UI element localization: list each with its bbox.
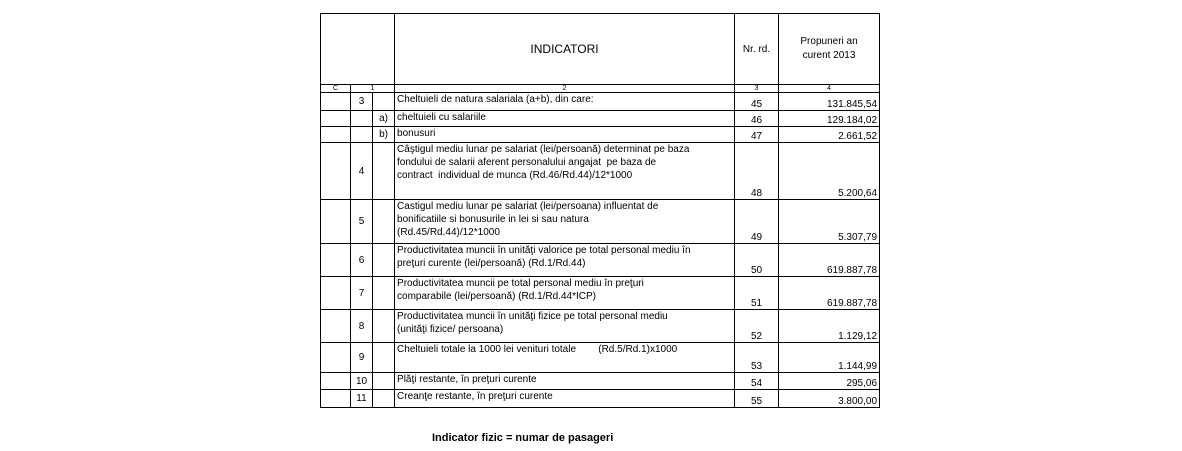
row-nr-rd: 47 (735, 127, 779, 143)
col-c-cell (321, 93, 351, 111)
indicator-line: (unităţi fizice/ persoana) (397, 324, 504, 335)
table-row (321, 200, 880, 244)
indicator-line: Plăţi restante, în preţuri curente (397, 374, 537, 385)
row-number: 5 (351, 200, 373, 244)
row-subletter (373, 373, 395, 390)
table-row (321, 390, 880, 408)
row-value: 5.200,64 (779, 143, 880, 200)
header-propuneri (779, 14, 880, 85)
colnum-2: 2 (395, 85, 735, 93)
table-row (321, 127, 880, 143)
row-value: 619.887,78 (779, 277, 880, 310)
indicator-line: Cheltuieli totale la 1000 lei venituri totale (Rd.5/Rd.1)x1000 (397, 344, 678, 355)
indicator-text (395, 200, 735, 244)
row-value: 619.887,78 (779, 244, 880, 277)
row-subletter (373, 93, 395, 111)
table-row (321, 143, 880, 200)
row-nr-rd: 52 (735, 310, 779, 343)
header-nr-rd: Nr. rd. (735, 14, 779, 85)
indicator-line: bonusuri (397, 128, 436, 139)
indicator-line: cheltuieli cu salariile (397, 112, 486, 123)
indicator-text (395, 310, 735, 343)
indicators-table (320, 13, 880, 408)
row-subletter (373, 277, 395, 310)
row-number: 3 (351, 93, 373, 111)
indicator-text (395, 390, 735, 408)
row-value: 1.129,12 (779, 310, 880, 343)
header-blank-cell (321, 14, 395, 85)
col-c-cell (321, 143, 351, 200)
colnum-3: 3 (735, 85, 779, 93)
row-number: 7 (351, 277, 373, 310)
col-c-cell (321, 127, 351, 143)
row-value: 1.144,99 (779, 343, 880, 373)
table-row (321, 111, 880, 127)
indicator-line: Castigul mediu lunar pe salariat (lei/persoana) influentat de (397, 201, 659, 212)
header-indicatori: INDICATORI (395, 14, 735, 85)
indicator-line: Câştigul mediu lunar pe salariat (lei/persoană) determinat pe baza (397, 144, 690, 155)
row-number: 4 (351, 143, 373, 200)
indicator-text (395, 143, 735, 200)
row-subletter: b) (373, 127, 395, 143)
indicator-line: (Rd.45/Rd.44)/12*1000 (397, 227, 500, 238)
indicator-text (395, 111, 735, 127)
row-nr-rd: 49 (735, 200, 779, 244)
row-subletter (373, 200, 395, 244)
col-c-cell (321, 277, 351, 310)
col-c-cell (321, 390, 351, 408)
indicator-line: Cheltuieli de natura salariala (a+b), din care: (397, 94, 594, 105)
indicator-text (395, 244, 735, 277)
col-c-cell (321, 373, 351, 390)
indicator-line: bonificatiile si bonusurile in lei si sau natura (397, 214, 589, 225)
table-row (321, 343, 880, 373)
row-number: 10 (351, 373, 373, 390)
row-value: 2.661,52 (779, 127, 880, 143)
row-nr-rd: 55 (735, 390, 779, 408)
header-row (321, 14, 880, 85)
header-propuneri-line1: Propuneri an (800, 36, 858, 47)
colnum-c: C (321, 85, 351, 93)
indicator-text (395, 277, 735, 310)
col-c-cell (321, 200, 351, 244)
row-nr-rd: 50 (735, 244, 779, 277)
table-row (321, 373, 880, 390)
column-number-row (321, 85, 880, 93)
table-row (321, 310, 880, 343)
colnum-1: 1 (351, 85, 395, 93)
row-value: 129.184,02 (779, 111, 880, 127)
table-row (321, 93, 880, 111)
row-value: 295,06 (779, 373, 880, 390)
col-c-cell (321, 310, 351, 343)
indicator-line: Productivitatea muncii în unităţi valorice pe total personal mediu în (397, 245, 691, 256)
indicator-line: contract individual de munca (Rd.46/Rd.44)/12*1000 (397, 170, 633, 181)
row-subletter (373, 244, 395, 277)
header-propuneri-line2: curent 2013 (802, 50, 856, 61)
row-value: 131.845,54 (779, 93, 880, 111)
row-nr-rd: 54 (735, 373, 779, 390)
row-nr-rd: 46 (735, 111, 779, 127)
indicator-line: Productivitatea muncii pe total personal mediu în preţuri (397, 278, 644, 289)
colnum-4: 4 (779, 85, 880, 93)
row-subletter (373, 143, 395, 200)
indicator-line: fondului de salarii aferent personalului angajat pe baza de (397, 157, 657, 168)
indicator-text (395, 343, 735, 373)
row-number (351, 111, 373, 127)
indicator-line: Creanţe restante, în preţuri curente (397, 391, 553, 402)
indicator-line: comparabile (lei/persoană) (Rd.1/Rd.44*ICP) (397, 291, 597, 302)
indicator-line: preţuri curente (lei/persoană) (Rd.1/Rd.44) (397, 258, 586, 269)
row-nr-rd: 53 (735, 343, 779, 373)
row-nr-rd: 51 (735, 277, 779, 310)
row-number: 11 (351, 390, 373, 408)
col-c-cell (321, 343, 351, 373)
indicator-text (395, 93, 735, 111)
row-subletter: a) (373, 111, 395, 127)
row-number (351, 127, 373, 143)
indicator-line: Productivitatea muncii în unităţi fizice pe total personal mediu (397, 311, 668, 322)
row-subletter (373, 343, 395, 373)
col-c-cell (321, 244, 351, 277)
row-subletter (373, 390, 395, 408)
row-nr-rd: 45 (735, 93, 779, 111)
col-c-cell (321, 111, 351, 127)
row-subletter (373, 310, 395, 343)
row-number: 8 (351, 310, 373, 343)
row-nr-rd: 48 (735, 143, 779, 200)
table-row (321, 277, 880, 310)
row-value: 5.307,79 (779, 200, 880, 244)
row-number: 6 (351, 244, 373, 277)
indicator-text (395, 373, 735, 390)
footnote: Indicator fizic = numar de pasageri (432, 432, 614, 444)
indicator-text (395, 127, 735, 143)
row-value: 3.800,00 (779, 390, 880, 408)
table-row (321, 244, 880, 277)
row-number: 9 (351, 343, 373, 373)
